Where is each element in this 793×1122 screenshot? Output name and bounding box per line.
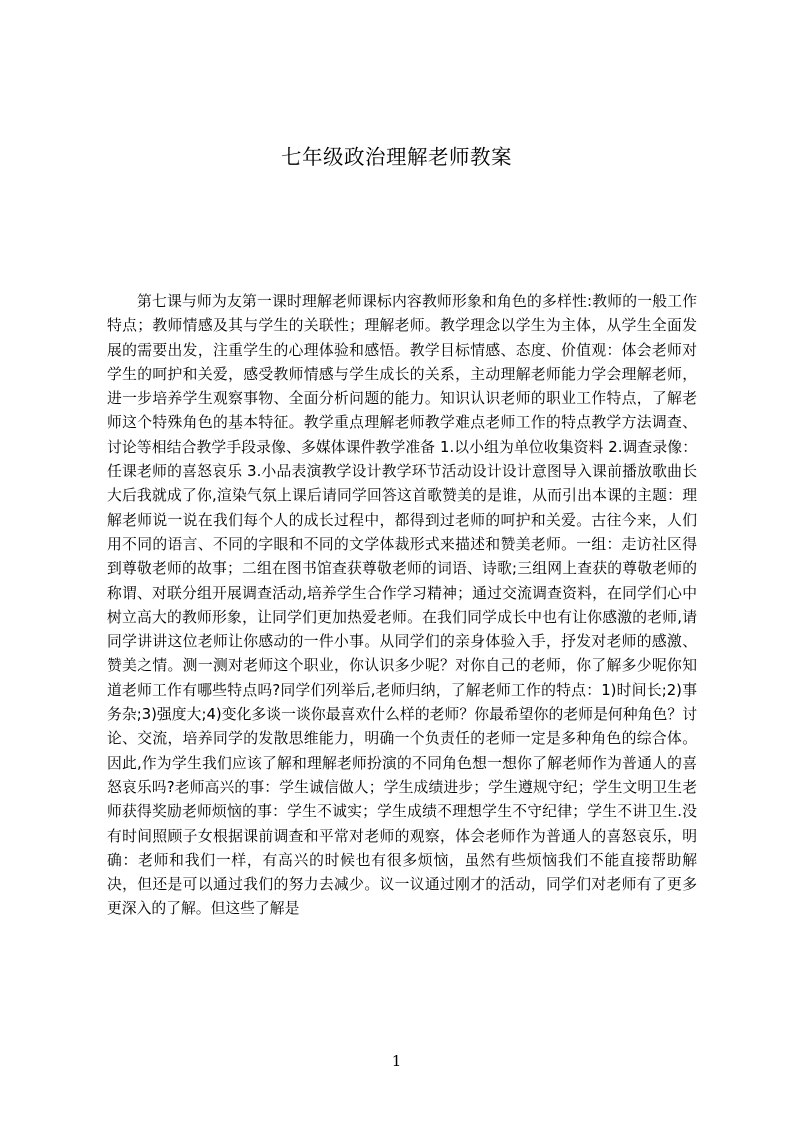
document-title: 七年级政治理解老师教案 bbox=[281, 145, 512, 169]
page-number: 1 bbox=[391, 1052, 402, 1070]
document-body: 第七课与师为友第一课时理解老师课标内容教师形象和角色的多样性:教师的一般工作特点；教师情感及其与学生的关联性；理解老师。教学理念以学生为主体，从学生全面发展的需要出发，注重学生的心理体验和感悟。教学目标情感、态度、价值观：体会老师对学生的呵护和关爱，感受教师情感与学生成长的关系，主动理解老师能力学会理解老师，进一步培养学生观察事物、全面分析问题的能力。知识认识老师的职业工作特点，了解老师这个特殊角色的基本特征。教学重点理解老师教学难点老师工作的特点教学方法调查、讨论等相结合教学手段录像、多媒体课件教学准备 1.以小组为单位收集资料 2.调查录像：任课老师的喜怒哀乐 3.小品表演教学设计教学环节活动设计设计意图导入课前播放歌曲长大后我就成了你,渲染气氛上课后请同学回答这首歌赞美的是谁，从而引出本课的主题：理解老师说一说在我们每个人的成长过程中，都得到过老师的呵护和关爱。古往今来，人们用不同的语言、不同的字眼和不同的文学体裁形式来描述和赞美老师。一组：走访社区得到尊敬老师的故事；二组在图书馆查获尊敬老师的词语、诗歌;三组网上查获的尊敬老师的称谓、对联分组开展调查活动,培养学生合作学习精神；通过交流调查资料，在同学们心中树立高大的教师形象，让同学们更加热爱老师。在我们同学成长中也有让你感激的老师,请同学讲讲这位老师让你感动的一件小事。从同学们的亲身体验入手，抒发对老师的感激、赞美之情。测一测对老师这个职业，你认识多少呢？对你自己的老师，你了解多少呢你知道老师工作有哪些特点吗?同学们列举后,老师归纳，了解老师工作的特点：1)时间长;2)事务杂;3)强度大;4)变化多谈一谈你最喜欢什么样的老师？你最希望你的老师是何种角色？讨论、交流，培养同学的发散思维能力，明确一个负责任的老师一定是多种角色的综合体。因此,作为学生我们应该了解和理解老师扮演的不同角色想一想你了解老师作为普通人的喜怒哀乐吗?老师高兴的事：学生诚信做人；学生成绩进步；学生遵规守纪；学生文明卫生老师获得奖励老师烦恼的事：学生不诚实；学生成绩不理想学生不守纪律；学生不讲卫生.没有时间照顾子女根据课前调查和平常对老师的观察，体会老师作为普通人的喜怒哀乐，明确：老师和我们一样，有高兴的时候也有很多烦恼，虽然有些烦恼我们不能直接帮助解决，但还是可以通过我们的努力去减少。议一议通过刚才的活动，同学们对老师有了更多更深入的了解。但这些了解是 bbox=[107, 293, 697, 918]
